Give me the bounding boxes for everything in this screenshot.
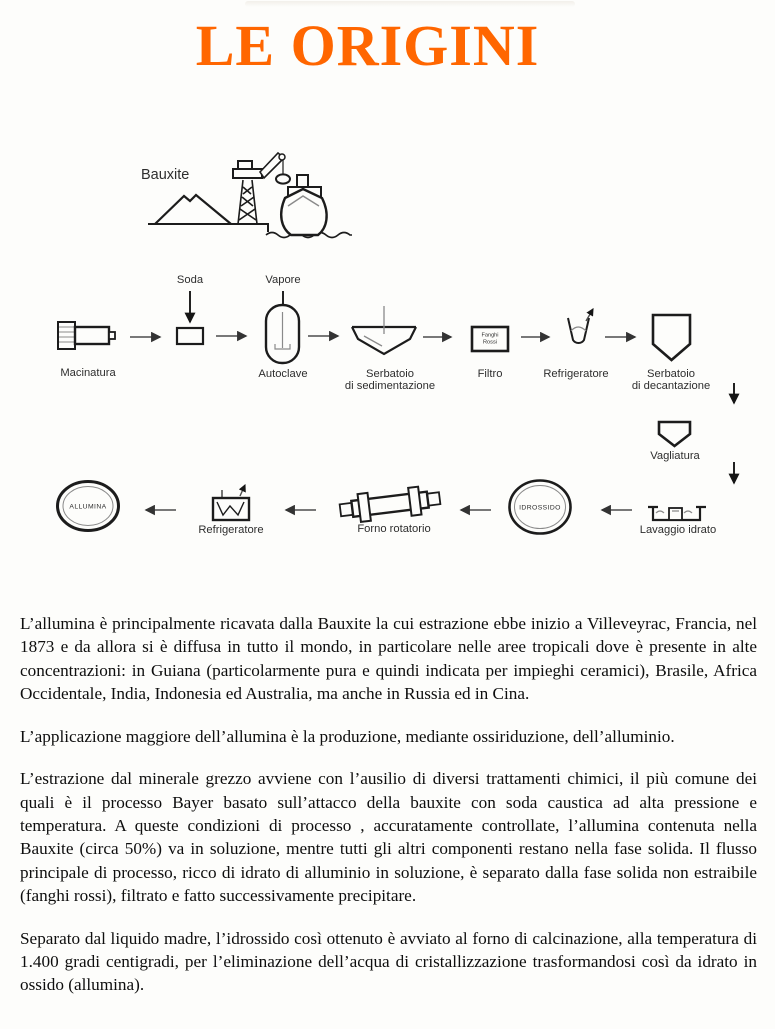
paragraph-3: L’estrazione dal minerale grezzo avviene con l’ausilio di diversi trattamenti chimici, il più comune dei quali è il processo Bayer basato sull’attacco della bauxite con soda caustica ad alta pressione e temperatura. A queste condizioni di processo , accuratamente controllate, l’allumina contenuta nella Bauxite (circa 50%) va in soluzione, mentre tutti gli altri componenti restano nella fase solida. Il flusso principale di processo, ricco di idrato di alluminio in soluzione, è separato dalla fase solida non estraibile (fanghi rossi), filtrato e fatto successivamente precipitare. [20,769,757,905]
scan-artifact [245,1,575,7]
filter-box-text-2: Rossi [483,339,497,346]
vagliatura-label: Vagliatura [650,450,700,462]
ground-line [148,224,268,232]
crane-bucket [276,174,290,183]
hydroxide-circle [510,481,571,534]
bauxite-scene [141,153,352,238]
decantation-tank-shape [653,315,690,360]
refrigeratore-1-label: Refrigeratore [543,368,609,380]
ship-icon [281,175,326,235]
idrossido-label: IDROSSIDO [519,504,561,512]
filter-box-shape [472,327,508,351]
serbatoio-decantazione-label-2: di decantazione [631,380,711,392]
serbatoio-sedimentazione-label-2: di sedimentazione [344,380,436,392]
sedimentation-tank-shape [352,306,416,354]
cooler-2-shape [213,485,249,520]
paragraph-2: L’applicazione maggiore dell’allumina è la produzione, mediante ossiriduzione, dell’alluminio. [20,726,675,746]
mountain-icon [155,195,231,224]
serbatoio-sedimentazione-label-1: Serbatoio [366,368,414,380]
paragraph-4: Separato dal liquido madre, l’idrossido così ottenuto è avviato al forno di calcinazione, alla temperatura di 1.400 gradi centigradi, per l’eliminazione dell’acqua di cristallizzazione trasformandosi così da idrato in ossido (allumina). [20,928,757,995]
soda-label: Soda [176,274,204,286]
autoclave-shape [266,305,299,363]
hydrate-washing-shape [648,507,706,520]
bayer-process-flow-diagram [0,140,775,570]
lavaggio-idrato-label: Lavaggio idrato [639,524,717,536]
rotary-kiln-shape [339,484,442,524]
filtro-label: Filtro [477,368,503,380]
serbatoio-decantazione-label-1: Serbatoio [647,368,695,380]
vapore-label: Vapore [265,274,301,286]
forno-rotatorio-label: Forno rotatorio [357,523,431,535]
page-title: LE ORIGINI [195,13,540,78]
allumina-label: ALLUMINA [69,503,107,511]
macinatura-label: Macinatura [60,367,116,379]
cooler-1-shape [568,309,593,343]
alumina-circle [58,482,119,531]
bauxite-label: Bauxite [141,167,190,183]
autoclave-label: Autoclave [258,368,308,380]
mill-shape [58,322,115,349]
screening-shape [659,422,690,446]
filter-box-text-1: Fanghi [481,332,499,339]
refrigeratore-2-label: Refrigeratore [198,524,264,536]
body-text [20,612,757,1016]
soda-mix-box [177,328,203,344]
cooler-2-vent-arrow [240,485,245,496]
paragraph-1: L’allumina è principalmente ricavata dalla Bauxite la cui estrazione ebbe inizio a Villeveyrac, Francia, nel 1873 e da allora si è diffusa in tutto il mondo, in particolare nelle aree tropicali dove è presente in alte concentrazioni: in Guiana (particolarmente pura e quindi indicata per impieghi ceramici), Brasile, Africa Occidentale, India, Indonesia ed Australia, ma anche in Russia ed in Cina. [20,614,757,703]
